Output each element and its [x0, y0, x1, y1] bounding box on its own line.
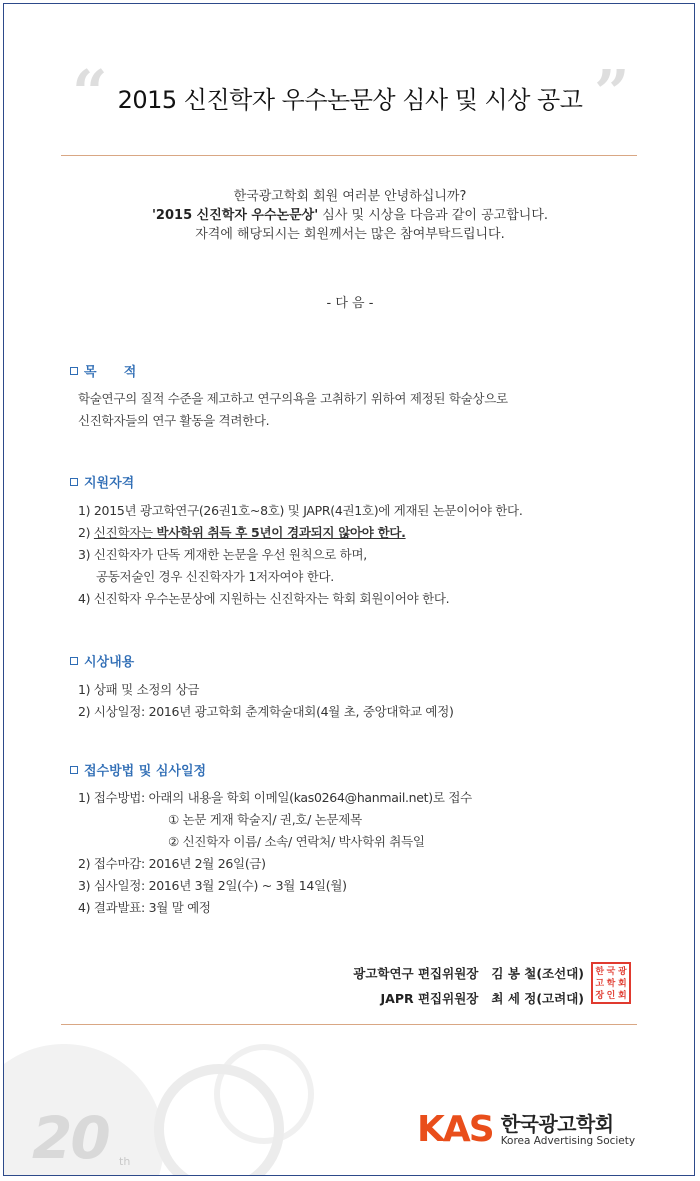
submission-item-2: 2) 접수마감: 2016년 2월 26일(금)	[78, 856, 266, 871]
eligibility-item-2-emphasis: 박사학위 취득 후 5년이 경과되지 않아야 한다.	[156, 525, 406, 540]
bottom-divider	[61, 1024, 637, 1025]
eligibility-item-1: 1) 2015년 광고학연구(26권1호~8호) 및 JAPR(4권1호)에 게재된 논문이어야 한다.	[78, 503, 523, 518]
logo-text	[501, 1113, 635, 1147]
submission-item-3: 3) 심사일정: 2016년 3월 2일(수) ~ 3월 14일(월)	[78, 878, 347, 893]
purpose-line-2: 신진학자들의 연구 활동을 격려한다.	[78, 413, 270, 428]
notice-page	[3, 3, 695, 1176]
intro-text	[4, 187, 695, 244]
section-body	[70, 787, 670, 919]
official-seal	[591, 962, 631, 1004]
item-number: 2)	[78, 525, 94, 540]
section-award	[70, 651, 670, 723]
intro-line-2-rest: 심사 및 시상을 다음과 같이 공고합니다.	[318, 208, 549, 223]
section-body	[70, 388, 670, 432]
seal-char: 한	[595, 967, 605, 977]
seal-char: 학	[606, 979, 616, 989]
award-item-2: 2) 시상일정: 2016년 광고학회 춘계학술대회(4월 초, 중앙대학교 예정)	[78, 704, 454, 719]
intro-line-2	[4, 206, 695, 225]
intro-line-1: 한국광고학회 회원 여러분 안녕하십니까?	[233, 189, 467, 204]
section-heading	[70, 472, 670, 491]
seal-char: 장	[595, 991, 605, 1001]
section-title: 목 적	[84, 365, 137, 380]
eligibility-item-3b: 공동저술인 경우 신진학자가 1저자여야 한다.	[96, 569, 334, 584]
intro-award-name: '2015 신진학자 우수논문상'	[151, 208, 319, 223]
purpose-line-1: 학술연구의 질적 수준을 제고하고 연구의욕을 고취하기 위하여 제정된 학술상으로	[78, 391, 508, 406]
section-heading	[70, 361, 670, 380]
page-title: 2015 신진학자 우수논문상 심사 및 시상 공고	[117, 86, 583, 114]
top-divider	[61, 155, 637, 156]
eligibility-item-2	[78, 522, 670, 544]
section-heading	[70, 651, 670, 670]
submission-item-1b: ② 신진학자 이름/ 소속/ 연락처/ 박사학위 취득일	[168, 834, 425, 849]
seal-char: 회	[617, 991, 627, 1001]
eligibility-item-2-text: 신진학자는	[93, 525, 157, 540]
section-submission	[70, 760, 670, 919]
square-bullet-icon	[70, 367, 78, 375]
square-bullet-icon	[70, 766, 78, 774]
seal-char: 고	[595, 979, 605, 989]
square-bullet-icon	[70, 657, 78, 665]
section-title: 지원자격	[84, 476, 135, 491]
seal-char: 국	[606, 967, 616, 977]
logo-korean-name: 한국광고학회	[500, 1112, 614, 1136]
signature-line-1: 광고학연구 편집위원장 김 봉 철(조선대)	[353, 966, 584, 981]
section-purpose	[70, 361, 670, 432]
submission-item-4: 4) 결과발표: 3월 말 예정	[78, 900, 211, 915]
submission-item-1a: ① 논문 게재 학술지/ 권,호/ 논문제목	[168, 812, 362, 827]
seal-char: 회	[617, 979, 627, 989]
section-body	[70, 500, 670, 610]
section-title: 접수방법 및 심사일정	[84, 764, 207, 779]
anniversary-suffix: th	[119, 1155, 131, 1168]
award-item-1: 1) 상패 및 소정의 상금	[78, 682, 200, 697]
signature-line-2: JAPR 편집위원장 최 세 정(고려대)	[380, 991, 584, 1006]
logo-english-name: Korea Advertising Society	[500, 1135, 636, 1147]
kas-logo	[417, 1109, 636, 1150]
intro-line-3: 자격에 해당되시는 회원께서는 많은 참여부탁드립니다.	[195, 227, 505, 242]
close-quote-icon: ”	[594, 56, 630, 129]
open-quote-icon: “	[72, 56, 108, 129]
eligibility-item-3a: 3) 신진학자가 단독 게재한 논문을 우선 원칙으로 하며,	[78, 547, 367, 562]
section-body	[70, 679, 670, 723]
section-eligibility	[70, 472, 670, 610]
anniversary-number: 20	[32, 1104, 109, 1172]
daeum-heading: - 다 음 -	[326, 296, 374, 311]
square-bullet-icon	[70, 478, 78, 486]
section-heading	[70, 760, 670, 779]
seal-char: 광	[617, 967, 627, 977]
section-title: 시상내용	[84, 655, 135, 670]
seal-char: 인	[606, 991, 616, 1001]
title-block	[4, 56, 695, 129]
submission-item-1: 1) 접수방법: 아래의 내용을 학회 이메일(kas0264@hanmail.net)로 접수	[78, 790, 472, 805]
eligibility-item-4: 4) 신진학자 우수논문상에 지원하는 신진학자는 학회 회원이어야 한다.	[78, 591, 450, 606]
logo-mark: KAS	[417, 1109, 493, 1150]
